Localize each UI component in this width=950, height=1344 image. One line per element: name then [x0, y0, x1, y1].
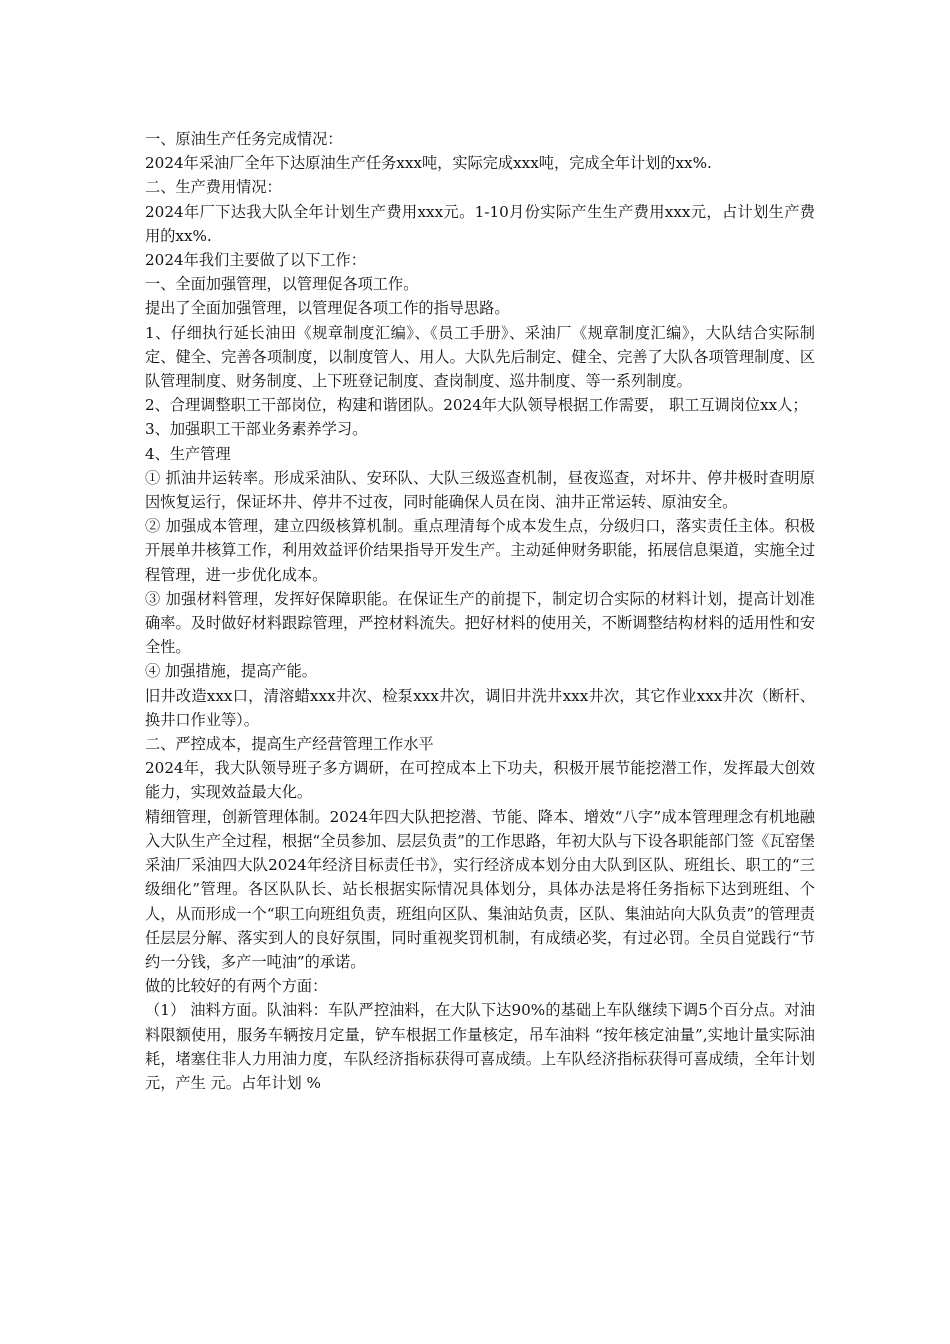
paragraph: 2024年采油厂全年下达原油生产任务xxx吨，实际完成xxx吨，完成全年计划的xx%.: [145, 154, 712, 173]
paragraph: 旧井改造xxx口，清溶蜡xxx井次、检泵xxx井次，调旧井洗井xxx井次，其它作业xxx井次（断杆、换井口作业等）。: [145, 686, 815, 729]
paragraph: 2024年我们主要做了以下工作：: [145, 251, 366, 270]
paragraph: 做的比较好的有两个方面：: [145, 977, 328, 996]
list-item: 2、合理调整职工干部岗位，构建和谐团队。2024年大队领导根据工作需要， 职工互调岗位xx人；: [145, 396, 808, 415]
sub-list-item: ① 抓油井运转率。形成采油队、安环队、大队三级巡查机制，昼夜巡查，对坏井、停井极时查明原因恢复运行，保证坏井、停井不过夜，同时能确保人员在岗、油井正常运转、原油安全。: [145, 468, 815, 512]
list-item: 3、加强职工干部业务素养学习。: [145, 420, 368, 439]
document-body: [145, 127, 815, 1095]
list-item: 4、生产管理: [145, 444, 231, 463]
heading-management: 一、全面加强管理，以管理促各项工作。: [145, 275, 419, 294]
paragraph: 提出了全面加强管理，以管理促各项工作的指导思路。: [145, 299, 510, 318]
paragraph: （1） 油料方面。队油料：车队严控油料，在大队下达90%的基础上车队继续下调5个百分点。对油料限额使用，服务车辆按月定量，铲车根据工作量核定，吊车油料 “按年核定油量”,实地计量实际油耗，堵塞住非人力用油力度，车队经济指标获得可喜成绩。上车队经济指标获得可喜成绩，全年计划 元，产生 元。占年计划 %: [145, 1001, 815, 1092]
paragraph: 2024年厂下达我大队全年计划生产费用xxx元。1-10月份实际产生生产费用xxx元，占计划生产费用的xx%.: [145, 202, 815, 245]
paragraph: 2024年，我大队领导班子多方调研，在可控成本上下功夫，积极开展节能挖潜工作，发挥最大创效能力，实现效益最大化。: [145, 759, 815, 802]
paragraph: 精细管理，创新管理体制。2024年四大队把挖潜、节能、降本、增效“八字”成本管理理念有机地融入大队生产全过程，根据“全员参加、层层负责”的工作思路，年初大队与下设各职能部门签《瓦窑堡采油厂采油四大队2024年经济目标责任书》，实行经济成本划分由大队到区队、班组长、职工的“三级细化”管理。各区队队长、站长根据实际情况具体划分，具体办法是将任务指标下达到班组、个人，从而形成一个“职工向班组负责，班组向区队、集油站负责，区队、集油站向大队负责”的管理责任层层分解、落实到人的良好氛围，同时重视奖罚机制，有成绩必奖，有过必罚。全员自觉践行“节约一分钱，多产一吨油”的承诺。: [145, 807, 815, 971]
sub-list-item: ③ 加强材料管理，发挥好保障职能。在保证生产的前提下，制定切合实际的材料计划，提高计划准确率。及时做好材料跟踪管理，严控材料流失。把好材料的使用关，不断调整结构材料的适用性和安全性。: [145, 589, 815, 657]
heading-cost-control: 二、严控成本，提高生产经营管理工作水平: [145, 735, 434, 754]
sub-list-item: ② 加强成本管理，建立四级核算机制。重点理清每个成本发生点，分级归口，落实责任主体。积极开展单井核算工作，利用效益评价结果指导开发生产。主动延伸财务职能，拓展信息渠道，实施全过程管理，进一步优化成本。: [145, 517, 815, 584]
heading-production-cost: 二、生产费用情况：: [145, 178, 282, 197]
heading-crude-oil-task: 一、原油生产任务完成情况：: [145, 130, 343, 148]
sub-list-item: ④ 加强措施，提高产能。: [145, 662, 317, 681]
list-item: 1、仔细执行延长油田《规章制度汇编》、《员工手册》、采油厂《规章制度汇编》，大队结合实际制定、健全、完善各项制度，以制度管人、用人。大队先后制定、健全、完善了大队各项管理制度、区队管理制度、财务制度、上下班登记制度、查岗制度、巡井制度、等一系列制度。: [145, 323, 815, 391]
